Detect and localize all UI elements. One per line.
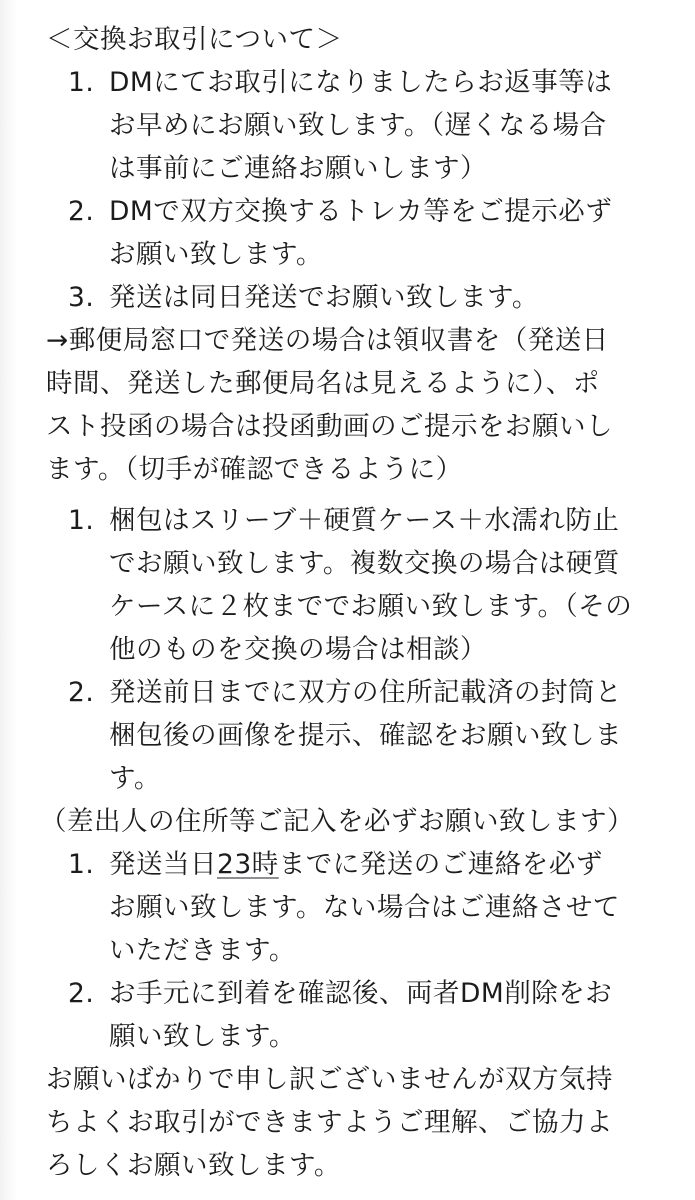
sender-address-note: （差出人の住所等ご記入を必ずお願い致します） [40,806,634,837]
list-number: 2. [68,677,95,708]
list-number: 2. [68,978,95,1009]
list-number: 3. [68,282,95,313]
list-item-text: 梱包はスリーブ＋硬質ケース＋水濡れ防止 でお願い致します。複数交換の場合は硬質 ケースに２枚まででお願い致します。（その 他のものを交換の場合は相談） [109,505,633,665]
list-item-text: DMにてお取引になりましたらお返事等は お早めにお願い致します。（遅くなる場合 は事前にご連絡お願いします） [109,67,613,184]
list-number: 1. [68,505,95,536]
note-line: 時間、発送した郵便局名は見えるように）、ポ [46,368,600,399]
closing-line: ろしくお願い致します。 [46,1150,341,1181]
list-item-text: DMで双方交換するトレカ等をご提示必ず お願い致します。 [109,196,613,270]
list-item-text: 発送前日までに双方の住所記載済の封筒と 梱包後の画像を提示、確認をお願い致しま す。 [109,677,622,794]
document-heading: ＜交換お取引について＞ [46,24,343,55]
note-line: ます。（切手が確認できるように） [46,454,463,485]
list-item-text: 発送当日23時までに発送のご連絡を必ず お願い致します。ない場合はご連絡させて いただきます。 [109,849,620,966]
closing-line: お願いばかりで申し訳ございませんが双方気持 [46,1064,613,1095]
note-line: スト投函の場合は投函動画のご提示をお願いし [46,411,613,442]
list-number: 1. [68,849,95,880]
closing-line: ちよくお取引ができますようご理解、ご協力よ [46,1107,613,1138]
note-line: →郵便局窓口で発送の場合は領収書を（発送日 [46,325,609,356]
list-number: 2. [68,196,95,227]
page-edge-shadow [0,0,18,1200]
list-number: 1. [68,67,95,98]
list-item-text: お手元に到着を確認後、両者DM削除をお 願い致します。 [109,978,613,1052]
time-link[interactable]: 23時 [217,849,279,880]
list-item-text: 発送は同日発送でお願い致します。 [109,282,539,313]
